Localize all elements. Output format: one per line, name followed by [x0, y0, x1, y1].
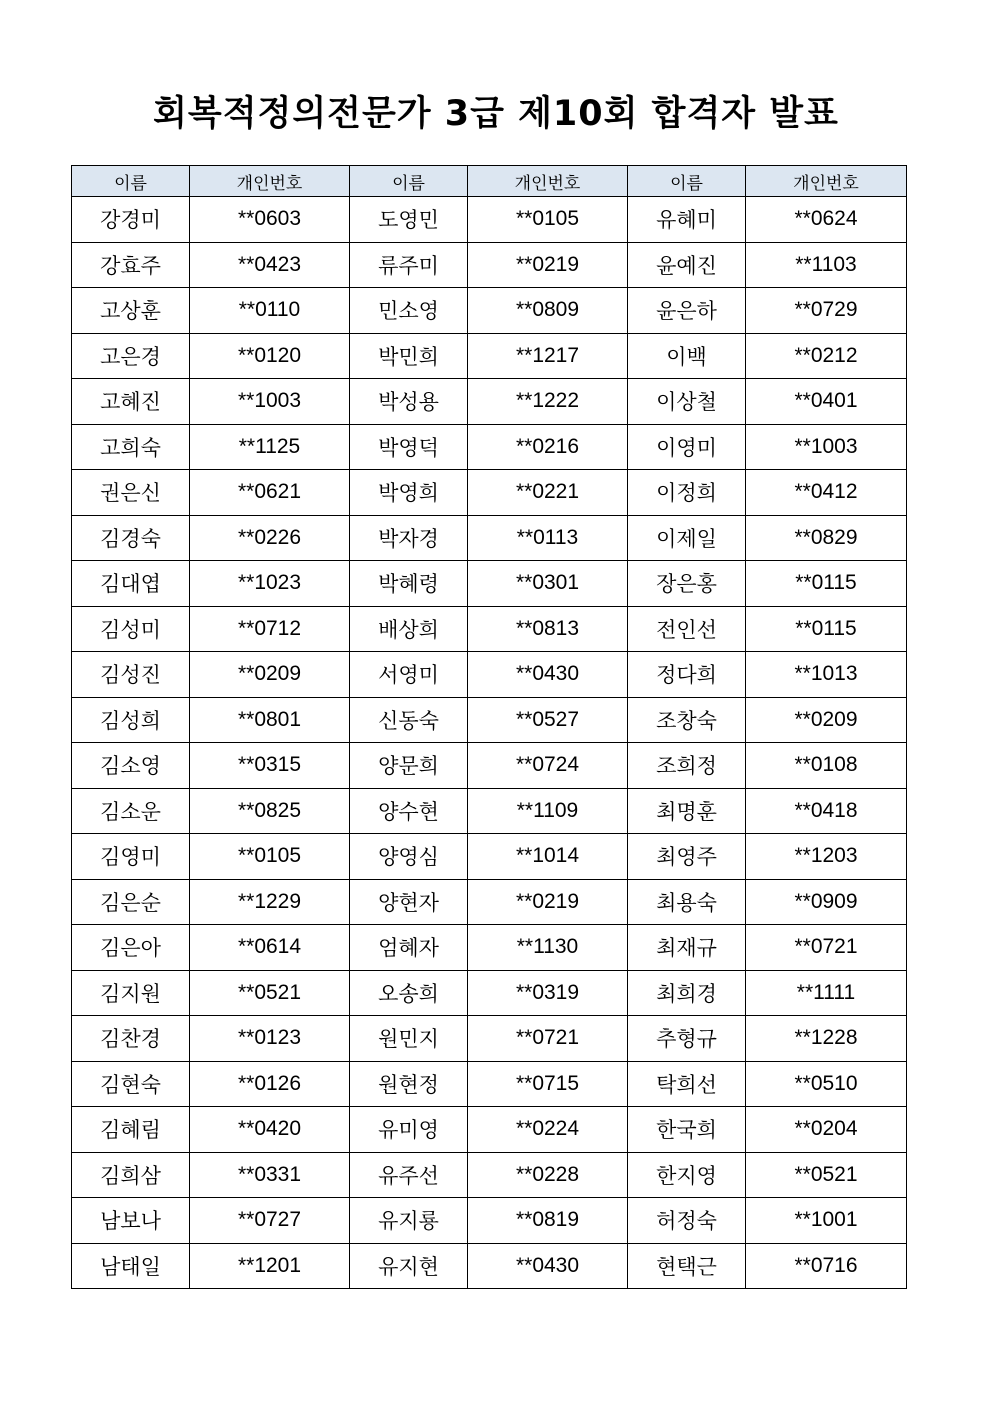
name-cell: 조희정: [628, 743, 746, 789]
table-row: [72, 652, 907, 698]
personal-number-cell: **1217: [468, 333, 628, 379]
name-cell: 유지현: [350, 1243, 468, 1289]
personal-number-cell: **0721: [746, 925, 907, 971]
name-cell: 양영심: [350, 834, 468, 880]
name-cell: 배상희: [350, 606, 468, 652]
name-cell: 김희삼: [72, 1152, 190, 1198]
table-row: [72, 333, 907, 379]
personal-number-cell: **0423: [190, 242, 350, 288]
name-cell: 탁희선: [628, 1061, 746, 1107]
name-cell: 고희숙: [72, 424, 190, 470]
name-cell: 최영주: [628, 834, 746, 880]
name-cell: 고상훈: [72, 288, 190, 334]
personal-number-cell: **0319: [468, 970, 628, 1016]
name-cell: 김경숙: [72, 515, 190, 561]
personal-number-cell: **0204: [746, 1107, 907, 1153]
personal-number-cell: **0724: [468, 743, 628, 789]
personal-number-cell: **0614: [190, 925, 350, 971]
personal-number-cell: **0226: [190, 515, 350, 561]
personal-number-cell: **0315: [190, 743, 350, 789]
column-header-name: 이름: [628, 166, 746, 197]
personal-number-cell: **0729: [746, 288, 907, 334]
personal-number-cell: **0401: [746, 379, 907, 425]
personal-number-cell: **1013: [746, 652, 907, 698]
name-cell: 김혜림: [72, 1107, 190, 1153]
name-cell: 유혜미: [628, 197, 746, 243]
name-cell: 이정희: [628, 470, 746, 516]
name-cell: 박자경: [350, 515, 468, 561]
name-cell: 박성용: [350, 379, 468, 425]
table-row: [72, 515, 907, 561]
name-cell: 허정숙: [628, 1198, 746, 1244]
name-cell: 최재규: [628, 925, 746, 971]
name-cell: 김은순: [72, 879, 190, 925]
name-cell: 이제일: [628, 515, 746, 561]
table-row: [72, 1243, 907, 1289]
table-body: [72, 197, 907, 1289]
personal-number-cell: **0418: [746, 788, 907, 834]
name-cell: 박혜령: [350, 561, 468, 607]
personal-number-cell: **0809: [468, 288, 628, 334]
personal-number-cell: **0113: [468, 515, 628, 561]
name-cell: 김은아: [72, 925, 190, 971]
personal-number-cell: **0603: [190, 197, 350, 243]
name-cell: 박민희: [350, 333, 468, 379]
personal-number-cell: **1001: [746, 1198, 907, 1244]
personal-number-cell: **0712: [190, 606, 350, 652]
personal-number-cell: **1130: [468, 925, 628, 971]
name-cell: 김성희: [72, 697, 190, 743]
personal-number-cell: **0829: [746, 515, 907, 561]
personal-number-cell: **0430: [468, 652, 628, 698]
name-cell: 유주선: [350, 1152, 468, 1198]
personal-number-cell: **1003: [746, 424, 907, 470]
personal-number-cell: **0108: [746, 743, 907, 789]
personal-number-cell: **0715: [468, 1061, 628, 1107]
personal-number-cell: **1201: [190, 1243, 350, 1289]
personal-number-cell: **1023: [190, 561, 350, 607]
personal-number-cell: **1103: [746, 242, 907, 288]
name-cell: 한국희: [628, 1107, 746, 1153]
personal-number-cell: **0123: [190, 1016, 350, 1062]
personal-number-cell: **1222: [468, 379, 628, 425]
table-row: [72, 1152, 907, 1198]
name-cell: 최용숙: [628, 879, 746, 925]
name-cell: 김소운: [72, 788, 190, 834]
name-cell: 강효주: [72, 242, 190, 288]
name-cell: 김성진: [72, 652, 190, 698]
name-cell: 유미영: [350, 1107, 468, 1153]
name-cell: 서영미: [350, 652, 468, 698]
table-row: [72, 470, 907, 516]
personal-number-cell: **0825: [190, 788, 350, 834]
personal-number-cell: **0909: [746, 879, 907, 925]
name-cell: 김소영: [72, 743, 190, 789]
name-cell: 김성미: [72, 606, 190, 652]
name-cell: 이백: [628, 333, 746, 379]
column-header-name: 이름: [350, 166, 468, 197]
personal-number-cell: **0110: [190, 288, 350, 334]
name-cell: 한지영: [628, 1152, 746, 1198]
personal-number-cell: **0219: [468, 879, 628, 925]
personal-number-cell: **0510: [746, 1061, 907, 1107]
table-header-row: [72, 166, 907, 197]
table-row: [72, 879, 907, 925]
results-table: [71, 165, 907, 1289]
table-row: [72, 1016, 907, 1062]
personal-number-cell: **0301: [468, 561, 628, 607]
column-header-id: 개인번호: [746, 166, 907, 197]
personal-number-cell: **1228: [746, 1016, 907, 1062]
name-cell: 신동숙: [350, 697, 468, 743]
name-cell: 강경미: [72, 197, 190, 243]
personal-number-cell: **1111: [746, 970, 907, 1016]
name-cell: 엄혜자: [350, 925, 468, 971]
name-cell: 오송희: [350, 970, 468, 1016]
name-cell: 원현정: [350, 1061, 468, 1107]
personal-number-cell: **1229: [190, 879, 350, 925]
name-cell: 조창숙: [628, 697, 746, 743]
personal-number-cell: **0115: [746, 606, 907, 652]
table-row: [72, 424, 907, 470]
personal-number-cell: **0331: [190, 1152, 350, 1198]
table-row: [72, 606, 907, 652]
personal-number-cell: **0126: [190, 1061, 350, 1107]
personal-number-cell: **0209: [190, 652, 350, 698]
name-cell: 최명훈: [628, 788, 746, 834]
name-cell: 민소영: [350, 288, 468, 334]
personal-number-cell: **0224: [468, 1107, 628, 1153]
personal-number-cell: **0115: [746, 561, 907, 607]
personal-number-cell: **0621: [190, 470, 350, 516]
personal-number-cell: **1125: [190, 424, 350, 470]
table-row: [72, 1107, 907, 1153]
name-cell: 이상철: [628, 379, 746, 425]
name-cell: 양문희: [350, 743, 468, 789]
name-cell: 최희경: [628, 970, 746, 1016]
name-cell: 이영미: [628, 424, 746, 470]
personal-number-cell: **0527: [468, 697, 628, 743]
table-row: [72, 788, 907, 834]
name-cell: 김찬경: [72, 1016, 190, 1062]
column-header-name: 이름: [72, 166, 190, 197]
table-row: [72, 743, 907, 789]
table-row: [72, 834, 907, 880]
personal-number-cell: **0105: [468, 197, 628, 243]
name-cell: 김영미: [72, 834, 190, 880]
table-row: [72, 288, 907, 334]
name-cell: 윤예진: [628, 242, 746, 288]
personal-number-cell: **0412: [746, 470, 907, 516]
column-header-id: 개인번호: [190, 166, 350, 197]
name-cell: 박영희: [350, 470, 468, 516]
personal-number-cell: **0721: [468, 1016, 628, 1062]
name-cell: 현택근: [628, 1243, 746, 1289]
name-cell: 정다희: [628, 652, 746, 698]
personal-number-cell: **1203: [746, 834, 907, 880]
name-cell: 김현숙: [72, 1061, 190, 1107]
personal-number-cell: **0420: [190, 1107, 350, 1153]
personal-number-cell: **0105: [190, 834, 350, 880]
name-cell: 남태일: [72, 1243, 190, 1289]
table-row: [72, 197, 907, 243]
personal-number-cell: **0801: [190, 697, 350, 743]
personal-number-cell: **1014: [468, 834, 628, 880]
name-cell: 장은홍: [628, 561, 746, 607]
personal-number-cell: **0624: [746, 197, 907, 243]
personal-number-cell: **1003: [190, 379, 350, 425]
personal-number-cell: **0716: [746, 1243, 907, 1289]
personal-number-cell: **0813: [468, 606, 628, 652]
personal-number-cell: **0120: [190, 333, 350, 379]
table-row: [72, 1061, 907, 1107]
name-cell: 도영민: [350, 197, 468, 243]
name-cell: 고혜진: [72, 379, 190, 425]
personal-number-cell: **0430: [468, 1243, 628, 1289]
personal-number-cell: **0819: [468, 1198, 628, 1244]
table-row: [72, 379, 907, 425]
name-cell: 김대엽: [72, 561, 190, 607]
column-header-id: 개인번호: [468, 166, 628, 197]
name-cell: 고은경: [72, 333, 190, 379]
personal-number-cell: **0521: [190, 970, 350, 1016]
name-cell: 류주미: [350, 242, 468, 288]
name-cell: 양현자: [350, 879, 468, 925]
table-row: [72, 697, 907, 743]
name-cell: 권은신: [72, 470, 190, 516]
table-row: [72, 1198, 907, 1244]
name-cell: 윤은하: [628, 288, 746, 334]
table-row: [72, 970, 907, 1016]
personal-number-cell: **0521: [746, 1152, 907, 1198]
personal-number-cell: **0727: [190, 1198, 350, 1244]
name-cell: 박영덕: [350, 424, 468, 470]
personal-number-cell: **0216: [468, 424, 628, 470]
page-title: 회복적정의전문가 3급 제10회 합격자 발표: [153, 94, 839, 134]
table-row: [72, 925, 907, 971]
name-cell: 양수현: [350, 788, 468, 834]
name-cell: 추형규: [628, 1016, 746, 1062]
name-cell: 김지원: [72, 970, 190, 1016]
name-cell: 전인선: [628, 606, 746, 652]
personal-number-cell: **0212: [746, 333, 907, 379]
personal-number-cell: **0221: [468, 470, 628, 516]
personal-number-cell: **0209: [746, 697, 907, 743]
personal-number-cell: **0219: [468, 242, 628, 288]
personal-number-cell: **0228: [468, 1152, 628, 1198]
name-cell: 유지룡: [350, 1198, 468, 1244]
table-row: [72, 561, 907, 607]
name-cell: 남보나: [72, 1198, 190, 1244]
name-cell: 원민지: [350, 1016, 468, 1062]
table-row: [72, 242, 907, 288]
personal-number-cell: **1109: [468, 788, 628, 834]
